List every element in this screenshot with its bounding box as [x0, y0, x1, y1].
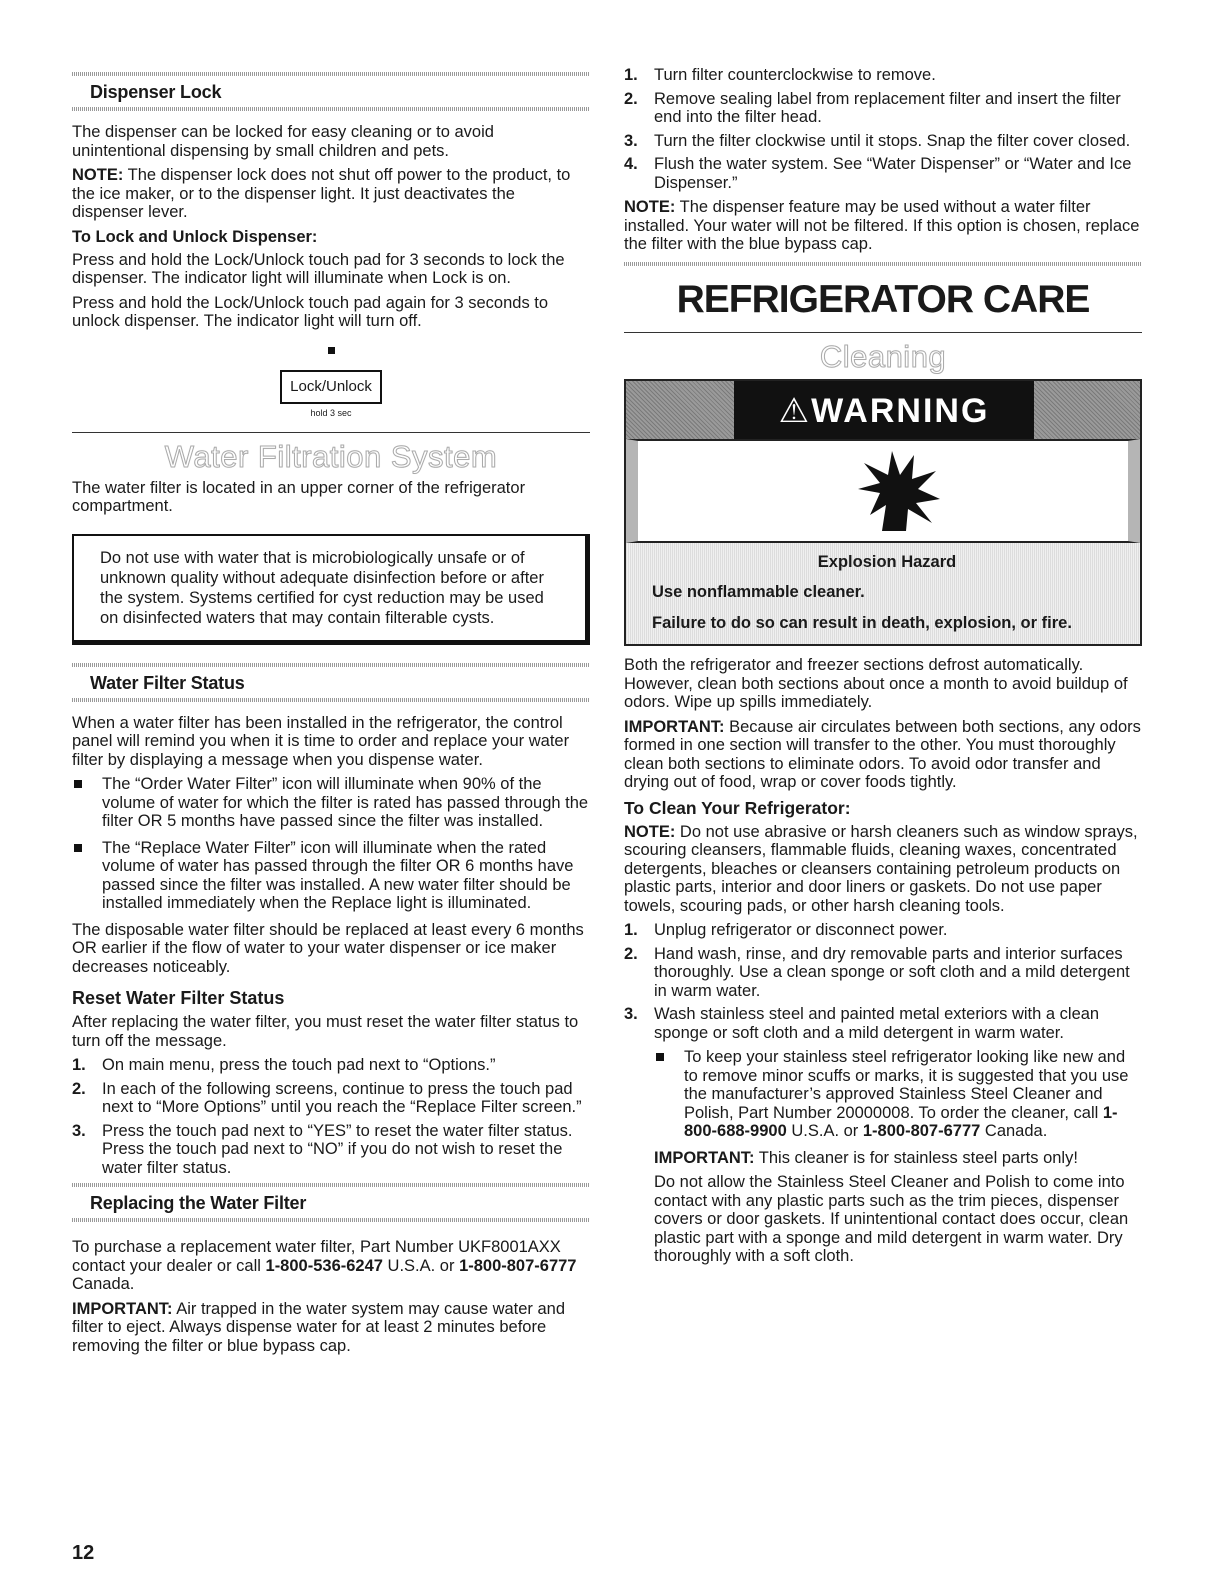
list-item: 1. Turn filter counterclockwise to remove.: [624, 66, 936, 84]
stainless-section: [624, 1048, 1142, 1266]
paragraph: The disposable water filter should be replaced at least every 6 months OR earlier if the flow of water to your water dispenser or ice maker decreases noticeably.: [72, 920, 584, 976]
note-paragraph: NOTE: The dispenser feature may be used without a water filter installed. Your water will not be filtered. If this option is chosen, replace the filter with the blue bypass cap.: [624, 198, 1140, 253]
left-column: [72, 0, 590, 1361]
paragraph: Do not allow the Stainless Steel Cleaner and Polish to come into contact with any plastic parts such as the trim pieces, dispenser covers or door gaskets. If unintentional contact does occur, clean plastic part with a sponge and mild detergent in warm water. Dry thoroughly with a soft cloth.: [654, 1173, 1129, 1265]
lock-unlock-subheading: To Lock and Unlock Dispenser:: [72, 227, 318, 246]
warning-line: Use nonflammable cleaner.: [652, 583, 865, 601]
list-item: 3. Press the touch pad next to “YES” to reset the water filter status. Press the touch pad next to “NO” if you do not wish to reset the water filter status.: [72, 1121, 573, 1177]
list-item: The “Order Water Filter” icon will illuminate when 90% of the volume of water for which the filter is rated has passed through the filter OR 5 months have passed since the filter was installed.: [72, 775, 590, 831]
reset-steps: [72, 1056, 590, 1177]
list-item: 2. Hand wash, rinse, and dry removable parts and interior surfaces thoroughly. Use a clean sponge or soft cloth and a mild detergent in warm water.: [624, 944, 1130, 1000]
cleaning-heading: Cleaning: [819, 338, 947, 374]
replacing-heading: Replacing the Water Filter: [90, 1193, 307, 1213]
paragraph: To purchase a replacement water filter, Part Number UKF8001AXX contact your dealer or call 1-800-536-6247 U.S.A. or 1-800-807-6777 Canada.: [72, 1238, 577, 1293]
indicator-light-icon: [328, 347, 335, 354]
dispenser-lock-heading: Dispenser Lock: [90, 82, 222, 102]
note-paragraph: NOTE: Do not use abrasive or harsh cleaners such as window sprays, scouring cleansers, flammable fluids, cleaning waxes, concentrated detergents, bleaches or cleansers containing petroleum products on plastic parts, interior and door liners or gaskets. Do not use paper towels, scouring pads, or other harsh cleaning tools.: [624, 822, 1138, 915]
bullet-icon: [74, 780, 82, 788]
lock-unlock-button[interactable]: Lock/Unlock: [280, 370, 382, 404]
clean-subheading: To Clean Your Refrigerator:: [624, 797, 851, 818]
list-item: 1. On main menu, press the touch pad next to “Options.”: [72, 1056, 496, 1074]
page-title: REFRIGERATOR CARE: [676, 277, 1090, 321]
clean-steps: [624, 921, 1142, 1042]
filter-status-list: [72, 775, 590, 913]
filter-status-heading: Water Filter Status: [90, 672, 245, 693]
hazard-title: Explosion Hazard: [817, 552, 957, 571]
list-item: The “Replace Water Filter” icon will illuminate when the rated volume of water has passed through the filter OR 6 months have passed since the filter was installed. A new water filter should be installed immediately when the Replace light is illuminated.: [72, 839, 590, 913]
paragraph: The water filter is located in an upper corner of the refrigerator compartment.: [72, 478, 526, 515]
explosion-icon: [852, 449, 942, 533]
warning-label: WARNING: [811, 391, 990, 430]
warning-text-area: [626, 543, 1140, 645]
paragraph: When a water filter has been installed in the refrigerator, the control panel will remind you when it is time to order and replace your water filter by displaying a message when you dispense water.: [72, 713, 570, 769]
paragraph: After replacing the water filter, you must reset the water filter status to turn off the message.: [72, 1013, 579, 1050]
list-item: 4. Flush the water system. See “Water Dispenser” or “Water and Ice Dispenser.”: [624, 155, 1132, 192]
important-paragraph: IMPORTANT: Because air circulates between both sections, any odors formed in one section will transfer to the other. You must thoroughly clean both sections to eliminate odors. To avoid odor transfer and drying out of food, wrap or cover foods tightly.: [624, 717, 1141, 791]
note-paragraph: NOTE: The dispenser lock does not shut off power to the product, to the ice maker, or to the dispenser light. It just deactivates the dispenser lever.: [72, 166, 571, 221]
water-filtration-heading: Water Filtration System: [164, 438, 498, 474]
paragraph: Press and hold the Lock/Unlock touch pad for 3 seconds to lock the dispenser. The indicator light will illuminate when Lock is on.: [72, 250, 565, 287]
list-item: 2. In each of the following screens, continue to press the touch pad next to “More Options” until you reach the “Replace Filter screen.”: [72, 1079, 582, 1116]
button-caption: hold 3 sec: [310, 407, 352, 418]
divider: [72, 698, 590, 702]
paragraph: Both the refrigerator and freezer sections defrost automatically. However, clean both sections about once a month to avoid buildup of odors. Wipe up spills immediately.: [624, 656, 1128, 711]
list-item: 3. Wash stainless steel and painted metal exteriors with a clean sponge or soft cloth and a mild detergent in warm water.: [624, 1005, 1100, 1042]
notice-text: Do not use with water that is microbiologically unsafe or of unknown quality without adequate disinfection before or after the system. Systems certified for cyst reduction may be used on disinfected waters that may contain filterable cysts.: [100, 548, 544, 627]
divider: [72, 107, 590, 111]
important-paragraph: IMPORTANT: This cleaner is for stainless steel parts only!: [654, 1148, 1078, 1167]
replace-steps: [624, 66, 1142, 192]
divider: [624, 262, 1142, 266]
warning-symbol-area: [626, 439, 1140, 543]
list-item: To keep your stainless steel refrigerator looking like new and to remove minor scuffs or marks, it is suggested that you use the manufacturer’s approved Stainless Steel Cleaner and Polish, Part Number 20000008. To order the cleaner, call 1-800-688-9900 U.S.A. or 1-800-807-6777 Canada.: [654, 1048, 1142, 1141]
page-number: 12: [72, 1542, 95, 1564]
section-rule: [624, 332, 1142, 333]
bullet-icon: [656, 1053, 664, 1061]
right-column: [624, 0, 1142, 1272]
reset-heading: Reset Water Filter Status: [72, 988, 285, 1008]
warning-line: Failure to do so can result in death, explosion, or fire.: [652, 613, 1072, 632]
filtration-notice-box: [72, 534, 590, 645]
warning-banner: [626, 381, 1140, 439]
list-item: 3. Turn the filter clockwise until it stops. Snap the filter cover closed.: [624, 131, 1131, 150]
stainless-list: [654, 1048, 1142, 1141]
list-item: 1. Unplug refrigerator or disconnect power.: [624, 921, 948, 939]
warning-box: [624, 379, 1142, 647]
warning-triangle-icon: ⚠: [778, 391, 812, 430]
divider: [72, 1218, 590, 1222]
list-item: 2. Remove sealing label from replacement filter and insert the filter end into the filter head.: [624, 89, 1121, 126]
section-rule: [72, 432, 590, 433]
important-paragraph: IMPORTANT: Air trapped in the water system may cause water and filter to eject. Always dispense water for at least 2 minutes before removing the filter or blue bypass cap.: [72, 1299, 566, 1355]
paragraph: The dispenser can be locked for easy cleaning or to avoid unintentional dispensing by small children and pets.: [72, 123, 494, 160]
bullet-icon: [74, 844, 82, 852]
paragraph: Press and hold the Lock/Unlock touch pad again for 3 seconds to unlock dispenser. The indicator light will turn off.: [72, 293, 549, 330]
